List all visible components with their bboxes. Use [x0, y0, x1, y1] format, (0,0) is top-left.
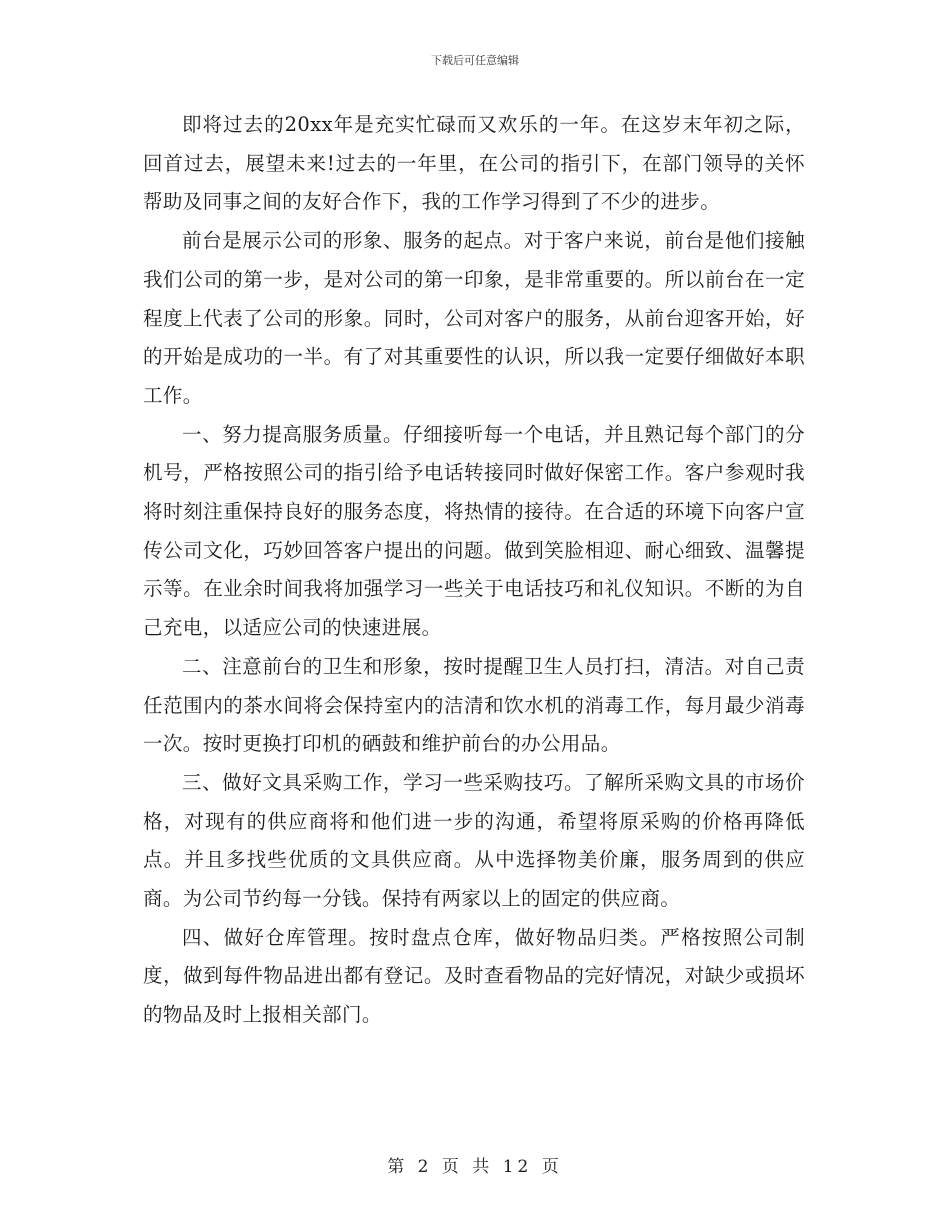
- paragraph-service-quality: 一、努力提高服务质量。仔细接听每一个电话，并且熟记每个部门的分机号，严格按照公司的指引给予电话转接同时做好保密工作。客户参观时我将时刻注重保持良好的服务态度，将热情的接待。在合适的环境下向客户宣传公司文化，巧妙回答客户提出的问题。做到笑脸相迎、耐心细致、温馨提示等。在业余时间我将加强学习一些关于电话技巧和礼仪知识。不断的为自己充电，以适应公司的快速进展。: [143, 422, 805, 640]
- document-body: [143, 106, 805, 1035]
- paragraph-procurement: 三、做好文具采购工作，学习一些采购技巧。了解所采购文具的市场价格，对现有的供应商将和他们进一步的沟通，希望将原采购的价格再降低点。并且多找些优质的文具供应商。从中选择物美价廉，服务周到的供应商。为公司节约每一分钱。保持有两家以上的固定的供应商。: [143, 770, 805, 911]
- header-note: 下载后可任意编辑: [431, 54, 519, 67]
- paragraph-intro: 即将过去的20xx年是充实忙碌而又欢乐的一年。在这岁末年初之际，回首过去，展望未来!过去的一年里，在公司的指引下，在部门领导的关怀帮助及同事之间的友好合作下，我的工作学习得到了不少的进步。: [143, 113, 805, 214]
- paragraph-front-desk: 前台是展示公司的形象、服务的起点。对于客户来说，前台是他们接触我们公司的第一步，是对公司的第一印象，是非常重要的。所以前台在一定程度上代表了公司的形象。同时，公司对客户的服务，从前台迎客开始，好的开始是成功的一半。有了对其重要性的认识，所以我一定要仔细做好本职工作。: [143, 229, 805, 407]
- paragraph-hygiene: 二、注意前台的卫生和形象，按时提醒卫生人员打扫，清洁。对自己责任范围内的茶水间将会保持室内的洁清和饮水机的消毒工作，每月最少消毒一次。按时更换打印机的硒鼓和维护前台的办公用品。: [143, 654, 805, 756]
- page-number: 第 2 页 共 12 页: [387, 1157, 563, 1177]
- paragraph-warehouse: 四、做好仓库管理。按时盘点仓库，做好物品归类。严格按照公司制度，做到每件物品进出都有登记。及时查看物品的完好情况，对缺少或损坏的物品及时上报相关部门。: [143, 925, 805, 1027]
